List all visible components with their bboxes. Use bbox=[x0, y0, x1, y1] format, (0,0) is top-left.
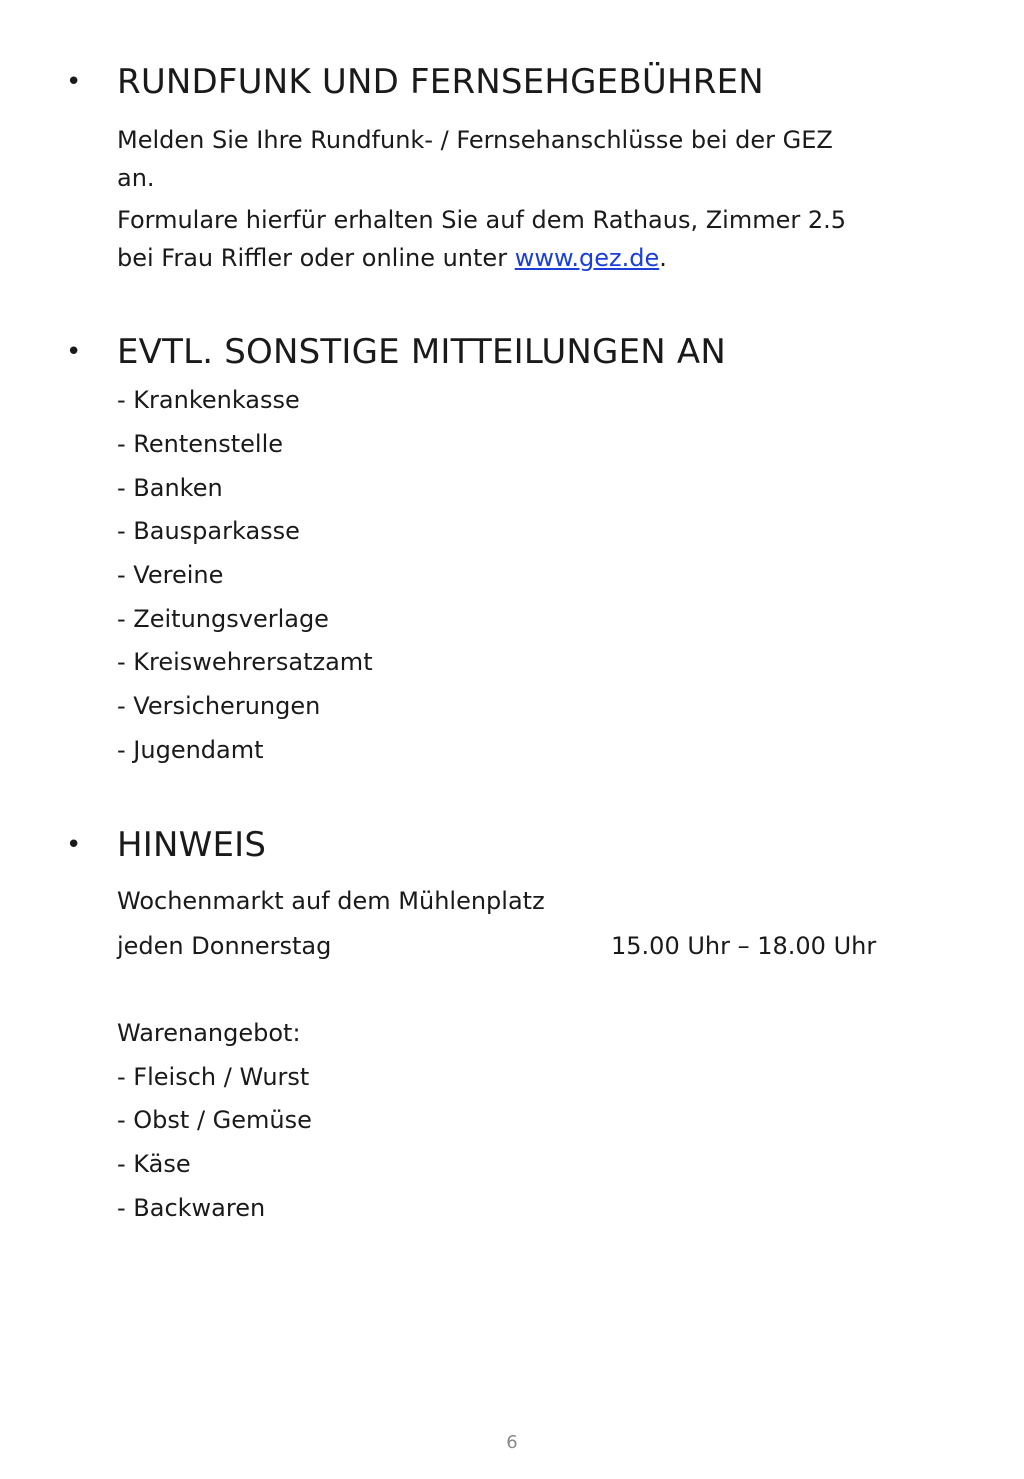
list-item: - Vereine bbox=[117, 561, 224, 589]
gez-link[interactable]: www.gez.de bbox=[514, 244, 660, 272]
heading-rundfunk: RUNDFUNK UND FERNSEHGEBÜHREN bbox=[117, 62, 764, 102]
list-item: - Krankenkasse bbox=[117, 386, 300, 414]
list-item: - Jugendamt bbox=[117, 736, 264, 764]
market-location: Wochenmarkt auf dem Mühlenplatz bbox=[117, 887, 545, 915]
list-item: - Rentenstelle bbox=[117, 430, 284, 458]
list-item: - Zeitungsverlage bbox=[117, 605, 329, 633]
bullet-rundfunk: • bbox=[66, 67, 82, 97]
rundfunk-forms-line-2 bbox=[117, 239, 667, 277]
forms-text-suffix: . bbox=[659, 244, 667, 272]
list-item: - Bausparkasse bbox=[117, 517, 300, 545]
heading-mitteilungen: EVTL. SONSTIGE MITTEILUNGEN AN bbox=[117, 332, 727, 372]
offer-label: Warenangebot: bbox=[117, 1019, 301, 1047]
list-item: - Kreiswehrersatzamt bbox=[117, 648, 373, 676]
list-item: - Fleisch / Wurst bbox=[117, 1063, 310, 1091]
rundfunk-paragraph-line-2: an. bbox=[117, 164, 155, 192]
rundfunk-paragraph-line-1: Melden Sie Ihre Rundfunk- / Fernsehanschlüsse bei der GEZ bbox=[117, 126, 833, 154]
bullet-mitteilungen: • bbox=[66, 337, 82, 367]
list-item: - Käse bbox=[117, 1150, 191, 1178]
list-item: - Banken bbox=[117, 474, 223, 502]
market-day: jeden Donnerstag bbox=[117, 932, 332, 960]
list-item: - Versicherungen bbox=[117, 692, 321, 720]
heading-hinweis: HINWEIS bbox=[117, 825, 267, 865]
page-number: 6 bbox=[506, 1432, 518, 1453]
bullet-hinweis: • bbox=[66, 830, 82, 860]
market-time: 15.00 Uhr – 18.00 Uhr bbox=[611, 932, 877, 960]
rundfunk-forms-line-1: Formulare hierfür erhalten Sie auf dem Rathaus, Zimmer 2.5 bbox=[117, 206, 847, 234]
list-item: - Backwaren bbox=[117, 1194, 266, 1222]
list-item: - Obst / Gemüse bbox=[117, 1106, 312, 1134]
forms-text-prefix: bei Frau Riffler oder online unter bbox=[117, 244, 515, 272]
